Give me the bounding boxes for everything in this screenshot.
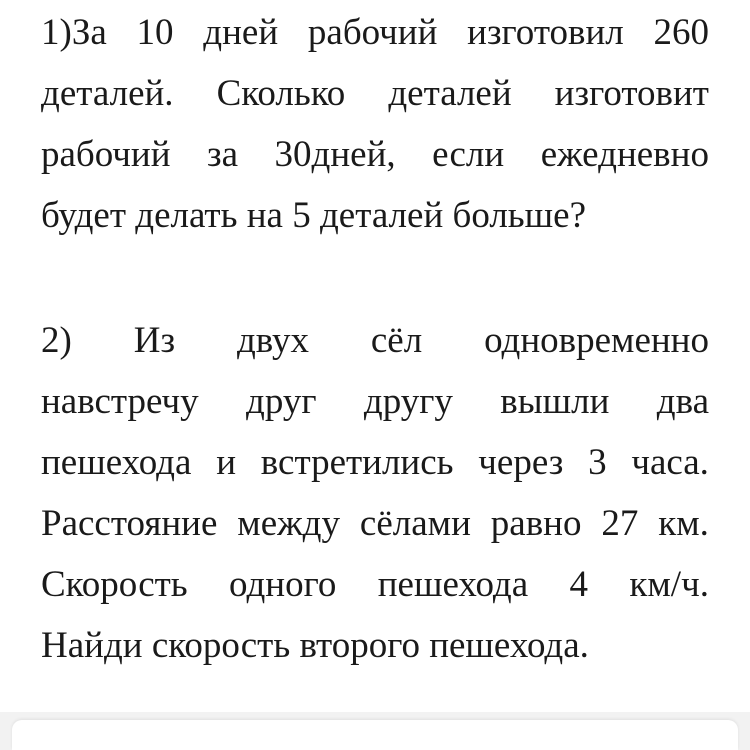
word: вышли [500,381,610,422]
word: км. [658,503,709,544]
word: деталей. [41,73,174,114]
word: км/ч. [629,564,709,605]
word: одного [229,564,337,605]
word: друг [246,381,317,422]
word: пешехода [41,442,192,483]
word: 27 [601,503,639,544]
word: Сколько [216,73,346,114]
word: 2) [41,320,72,361]
word: ежедневно [540,134,709,175]
word: двух [236,320,309,361]
word: через [478,442,564,483]
problem-2-line-6: Найди скорость второго пешехода. [41,625,589,666]
problem-2-text [41,310,709,676]
word: часа. [631,442,709,483]
word: другу [363,381,453,422]
problem-1-line-1 [41,2,709,63]
word: деталей [388,73,512,114]
word: изготовит [554,73,709,114]
word: изготовил [467,12,624,53]
word: между [237,503,341,544]
word: 260 [653,12,709,53]
word: 3 [588,442,607,483]
word: за [207,134,239,175]
word: навстречу [41,381,199,422]
word: рабочий [307,12,438,53]
problem-2-line-5 [41,554,709,615]
word: сёл [370,320,423,361]
word: сёлами [359,503,471,544]
word: Скорость [41,564,188,605]
word: 10 [136,12,174,53]
word: пешехода [377,564,529,605]
problem-1-line-4: будет делать на 5 деталей больше? [41,195,587,236]
word: равно [490,503,582,544]
word: если [432,134,505,175]
word: дней [203,12,279,53]
word: 1)За [41,12,107,53]
word: Из [133,320,176,361]
word: одновременно [484,320,709,361]
word: два [656,381,709,422]
problem-2-line-3 [41,432,709,493]
bottom-card-edge [12,720,738,750]
problem-2-line-4 [41,493,709,554]
problem-1-line-3 [41,124,709,185]
problem-1-text [41,2,709,246]
word: и [216,442,236,483]
problem-1-line-2 [41,63,709,124]
word: рабочий [41,134,171,175]
word: встретились [260,442,454,483]
word: 4 [569,564,589,605]
problem-2-line-1 [41,310,709,371]
word: Расстояние [41,503,218,544]
problem-2-line-2 [41,371,709,432]
word: 30дней, [274,134,396,175]
